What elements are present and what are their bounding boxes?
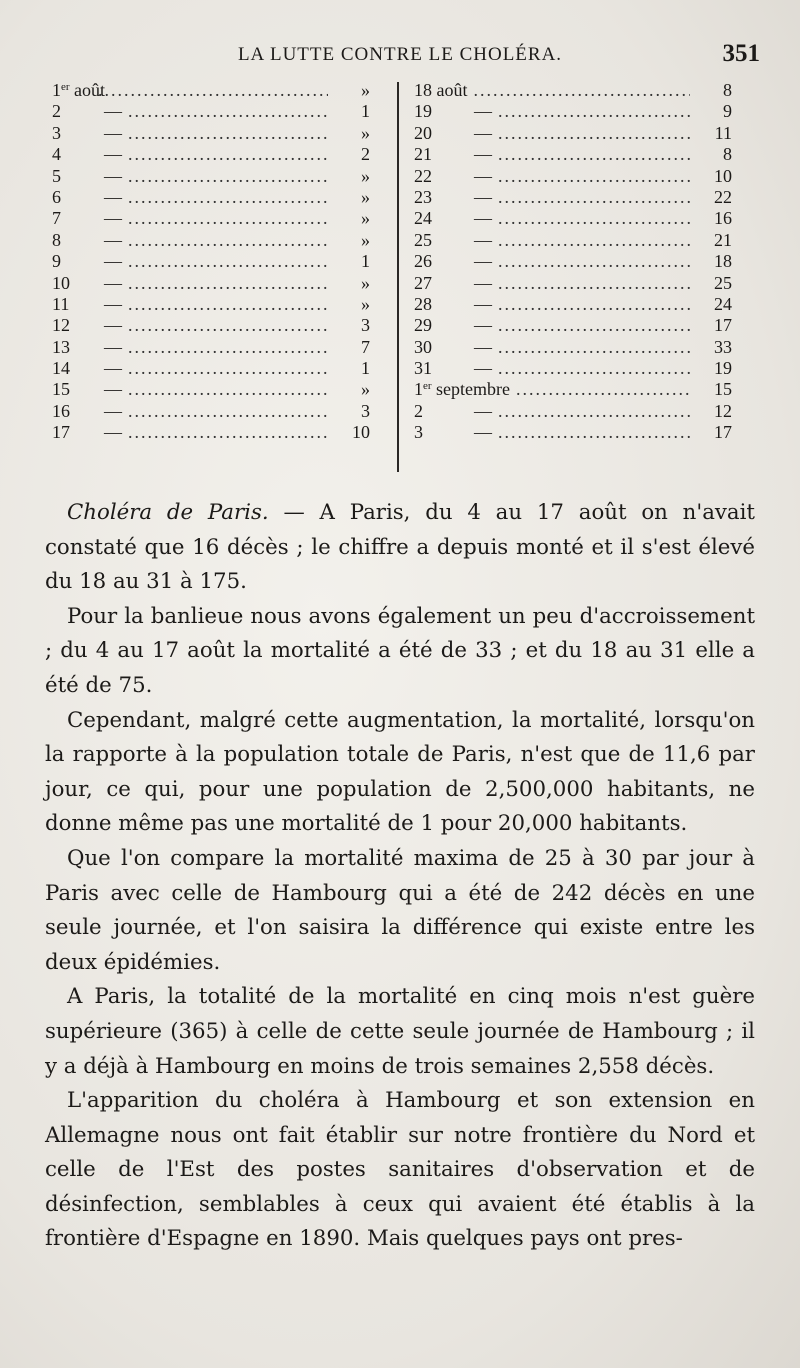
table-row [414, 401, 732, 422]
table-row [52, 379, 370, 400]
dot-leader [128, 315, 328, 336]
table-row [414, 379, 732, 400]
table-value: 15 [714, 379, 732, 400]
table-row [52, 123, 370, 144]
table-row [414, 251, 732, 272]
dot-leader [498, 208, 690, 229]
table-row [52, 358, 370, 379]
ditto-dash: — [474, 400, 492, 421]
table-date: 29 [414, 315, 432, 336]
dot-leader [128, 187, 328, 208]
dot-leader [498, 422, 690, 443]
ditto-dash: — [104, 144, 122, 165]
table-value: » [361, 272, 370, 293]
paragraph: L'apparition du choléra à Hambourg et son extension en Allemagne nous ont fait établir sur notre frontière du Nord et celle de l'Est des postes sanitaires d'observation et de désinfection, semblables à ceux qui avaient été établis à la frontière d'Espagne en 1890. Mais quelques pays ont pres- [45, 1088, 755, 1252]
table-date: 16 [52, 400, 70, 421]
table-date: 1er septembre [414, 379, 511, 400]
table-value: 11 [714, 122, 732, 143]
page-header [40, 40, 760, 74]
dot-leader [498, 315, 690, 336]
table-value: 3 [361, 400, 370, 421]
ditto-dash: — [474, 122, 492, 143]
dot-leader [498, 144, 690, 165]
table-date: 1er août [52, 80, 106, 100]
table-date: 21 [414, 144, 432, 165]
ditto-dash: — [104, 101, 122, 122]
table-value: 22 [714, 186, 732, 207]
table-value: » [361, 165, 370, 186]
paragraph: Pour la banlieue nous avons également un peu d'accroissement ; du 4 au 17 août la mortalité a été de 33 ; et du 18 au 31 elle a été de 75. [45, 603, 755, 698]
ditto-dash: — [104, 186, 122, 207]
column-divider [397, 82, 399, 472]
daily-deaths-table [52, 80, 742, 477]
table-value: 8 [723, 80, 732, 100]
table-value: 10 [352, 422, 370, 443]
running-title: LA LUTTE CONTRE LE CHOLÉRA. [237, 44, 563, 65]
dot-leader [128, 144, 328, 165]
paragraph: A Paris, la totalité de la mortalité en cinq mois n'est guère supérieure (365) à celle de cette seule journée de Hambourg ; il y a déjà à Hambourg en moins de trois semaines 2,558 décès. [45, 984, 755, 1079]
table-date: 2 [52, 101, 61, 122]
ditto-dash: — [104, 358, 122, 379]
table-value: » [361, 80, 370, 100]
dot-leader [474, 80, 691, 101]
dot-leader [128, 166, 328, 187]
table-row [414, 422, 732, 443]
dot-leader [498, 401, 690, 422]
table-value: 7 [361, 336, 370, 357]
ditto-dash: — [474, 165, 492, 186]
ditto-dash: — [104, 229, 122, 250]
table-value: » [361, 229, 370, 250]
table-value: 21 [714, 229, 732, 250]
table-date: 24 [414, 208, 432, 229]
table-value: 2 [361, 144, 370, 165]
dot-leader [498, 101, 690, 122]
ditto-dash: — [474, 144, 492, 165]
paragraph: Que l'on compare la mortalité maxima de 25 à 30 par jour à Paris avec celle de Hambourg qui a été de 242 décès en une seule journée, et l'on saisira la différence qui existe entre les deux épidémies. [45, 845, 755, 975]
table-row [414, 187, 732, 208]
table-value: 17 [714, 315, 732, 336]
table-value: 16 [714, 208, 732, 229]
ditto-dash: — [474, 229, 492, 250]
dot-leader [128, 337, 328, 358]
dot-leader [498, 337, 690, 358]
table-row [414, 273, 732, 294]
table-row [414, 230, 732, 251]
table-value: 8 [723, 144, 732, 165]
table-row [414, 123, 732, 144]
table-date: 3 [414, 422, 423, 443]
table-row [414, 208, 732, 229]
dot-leader [516, 379, 690, 400]
table-date: 30 [414, 336, 432, 357]
dot-leader [128, 358, 328, 379]
table-row [414, 337, 732, 358]
dot-leader [128, 273, 328, 294]
table-date: 13 [52, 336, 70, 357]
table-value: 24 [714, 293, 732, 314]
table-value: 17 [714, 422, 732, 443]
table-date: 12 [52, 315, 70, 336]
dot-leader [498, 123, 690, 144]
table-row [52, 422, 370, 443]
table-row [414, 101, 732, 122]
ditto-dash: — [474, 186, 492, 207]
table-row [414, 315, 732, 336]
dot-leader [128, 422, 328, 443]
table-row [52, 144, 370, 165]
ditto-dash: — [104, 293, 122, 314]
page-number: 351 [722, 40, 760, 67]
ditto-dash: — [474, 101, 492, 122]
table-date: 19 [414, 101, 432, 122]
table-date: 14 [52, 358, 70, 379]
table-date: 23 [414, 186, 432, 207]
ditto-dash: — [474, 315, 492, 336]
ditto-dash: — [104, 379, 122, 400]
table-row [414, 80, 732, 101]
table-date: 18 août [414, 80, 468, 100]
ditto-dash: — [104, 251, 122, 272]
dot-leader [128, 230, 328, 251]
table-column-right [414, 80, 732, 444]
ditto-dash: — [474, 422, 492, 443]
table-date: 3 [52, 122, 61, 143]
dot-leader [128, 101, 328, 122]
ditto-dash: — [474, 251, 492, 272]
table-value: » [361, 208, 370, 229]
ditto-dash: — [104, 422, 122, 443]
ditto-dash: — [104, 315, 122, 336]
table-row [52, 273, 370, 294]
table-date: 22 [414, 165, 432, 186]
table-date: 25 [414, 229, 432, 250]
table-date: 15 [52, 379, 70, 400]
table-value: » [361, 186, 370, 207]
dot-leader [498, 166, 690, 187]
dot-leader [128, 379, 328, 400]
dot-leader [498, 230, 690, 251]
body-text [45, 496, 755, 1257]
table-date: 2 [414, 400, 423, 421]
table-date: 28 [414, 293, 432, 314]
dot-leader [128, 294, 328, 315]
table-value: 12 [714, 400, 732, 421]
ditto-dash: — [474, 293, 492, 314]
ditto-dash: — [104, 336, 122, 357]
table-value: » [361, 379, 370, 400]
dot-leader [498, 187, 690, 208]
table-row [52, 230, 370, 251]
table-date: 20 [414, 122, 432, 143]
ditto-dash: — [104, 122, 122, 143]
ditto-dash: — [104, 400, 122, 421]
ditto-dash: — [474, 336, 492, 357]
table-row [52, 401, 370, 422]
table-row [52, 80, 370, 101]
table-value: 25 [714, 272, 732, 293]
dot-leader [128, 251, 328, 272]
dot-leader [128, 208, 328, 229]
ditto-dash: — [474, 208, 492, 229]
table-row [414, 144, 732, 165]
table-date: 31 [414, 358, 432, 379]
table-date: 11 [52, 293, 70, 314]
table-row [52, 166, 370, 187]
table-row [52, 251, 370, 272]
table-value: 3 [361, 315, 370, 336]
dot-leader [498, 358, 690, 379]
table-value: 9 [723, 101, 732, 122]
ditto-dash: — [104, 272, 122, 293]
paragraph: Cependant, malgré cette augmentation, la mortalité, lorsqu'on la rapporte à la population totale de Paris, n'est que de 11,6 par jour, ce qui, pour une population de 2,500,000 habitants, ne donne même pas une mortalité de 1 pour 20,000 habitants. [45, 707, 755, 837]
table-column-left [52, 80, 370, 444]
table-date: 27 [414, 272, 432, 293]
table-date: 5 [52, 165, 61, 186]
table-value: 33 [714, 336, 732, 357]
table-value: » [361, 293, 370, 314]
dot-leader [498, 251, 690, 272]
paragraph: Choléra de Paris. — A Paris, du 4 au 17 août on n'avait constaté que 16 décès ; le chiffre a depuis monté et il s'est élevé du 18 au 31 à 175. [45, 500, 755, 595]
table-date: 8 [52, 229, 61, 250]
ditto-dash: — [474, 358, 492, 379]
table-value: 18 [714, 251, 732, 272]
dot-leader [498, 273, 690, 294]
table-value: 10 [714, 165, 732, 186]
dot-leader [128, 401, 328, 422]
dot-leader [128, 123, 328, 144]
table-value: 1 [361, 358, 370, 379]
table-date: 10 [52, 272, 70, 293]
table-row [52, 337, 370, 358]
ditto-dash: — [474, 272, 492, 293]
table-date: 17 [52, 422, 70, 443]
table-value: 1 [361, 251, 370, 272]
table-value: » [361, 122, 370, 143]
table-row [414, 166, 732, 187]
table-row [52, 315, 370, 336]
table-date: 7 [52, 208, 61, 229]
ditto-dash: — [104, 208, 122, 229]
table-row [52, 187, 370, 208]
table-row [414, 358, 732, 379]
dot-leader [98, 80, 328, 101]
table-date: 4 [52, 144, 61, 165]
table-row [414, 294, 732, 315]
table-date: 9 [52, 251, 61, 272]
table-value: 1 [361, 101, 370, 122]
ditto-dash: — [104, 165, 122, 186]
section-heading: Choléra de Paris. [67, 500, 269, 525]
table-date: 6 [52, 186, 61, 207]
dot-leader [498, 294, 690, 315]
table-row [52, 101, 370, 122]
table-value: 19 [714, 358, 732, 379]
table-date: 26 [414, 251, 432, 272]
table-row [52, 208, 370, 229]
table-row [52, 294, 370, 315]
